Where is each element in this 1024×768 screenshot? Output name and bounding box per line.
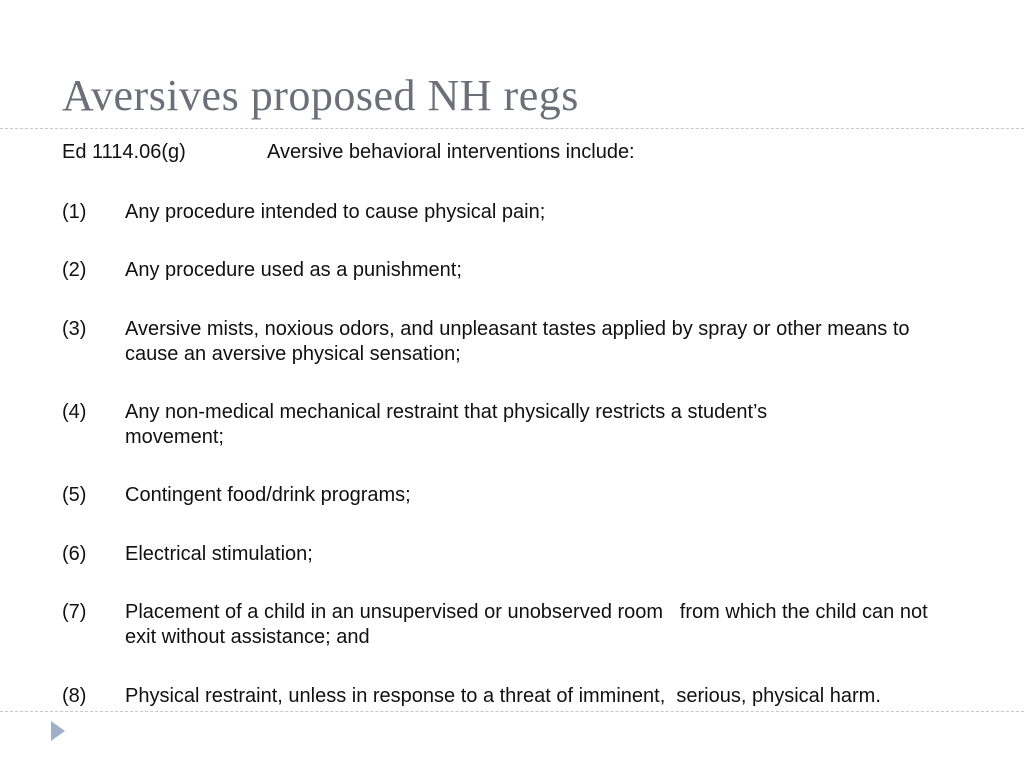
footer-divider [0, 711, 1024, 712]
item-text: Electrical stimulation; [125, 543, 313, 565]
item-number: (8) [62, 685, 87, 707]
item-text: Placement of a child in an unsupervised or unobserved room from which the child can not exit without assistance; and [125, 601, 934, 648]
list-item [62, 684, 962, 709]
list-item [62, 258, 962, 283]
regulation-code: Ed 1114.06(g) [62, 141, 186, 163]
item-number: (7) [62, 601, 87, 623]
list-item [62, 600, 962, 650]
item-number: (3) [62, 318, 87, 340]
item-number: (2) [62, 259, 87, 281]
list-item [62, 317, 962, 367]
item-number: (5) [62, 484, 87, 506]
list-item [62, 542, 962, 567]
intro-text: Aversive behavioral interventions include: [267, 141, 635, 163]
list-item [62, 483, 962, 508]
item-number: (1) [62, 201, 87, 223]
item-text: Contingent food/drink programs; [125, 484, 411, 506]
title-divider [0, 128, 1024, 129]
item-text: Any procedure intended to cause physical pain; [125, 201, 546, 223]
list-item [62, 200, 962, 225]
item-number: (4) [62, 401, 87, 423]
item-text: Aversive mists, noxious odors, and unpleasant tastes applied by spray or other means to cause an aversive physical sensation; [125, 318, 910, 365]
slide-title: Aversives proposed NH regs [62, 71, 579, 120]
list-item [62, 400, 962, 450]
item-number: (6) [62, 543, 87, 565]
triangle-right-icon[interactable] [51, 721, 65, 741]
intro-line [62, 141, 635, 164]
item-text: Physical restraint, unless in response to a threat of imminent, serious, physical harm. [125, 685, 881, 707]
item-text: Any procedure used as a punishment; [125, 259, 462, 281]
item-text: Any non-medical mechanical restraint that physically restricts a student’s movement; [125, 401, 768, 448]
